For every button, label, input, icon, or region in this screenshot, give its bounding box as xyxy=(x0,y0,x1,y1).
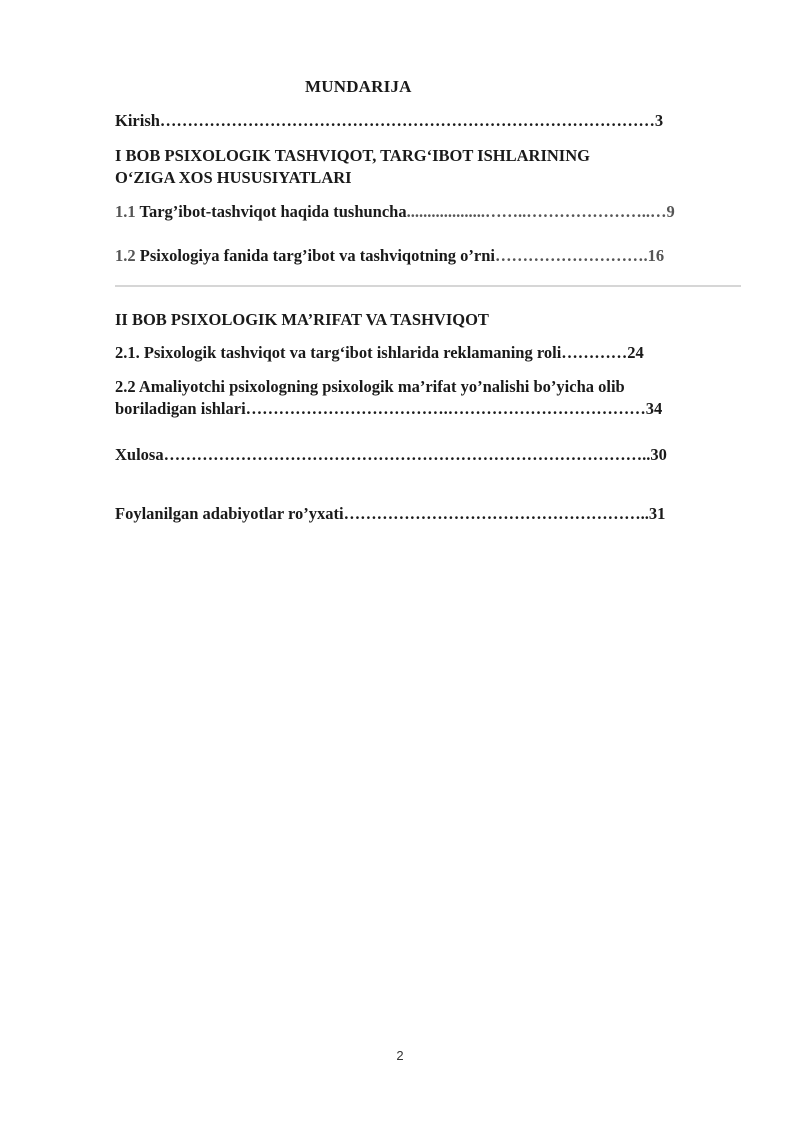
toc-entry-2-1: 2.1. Psixologik tashviqot va targ‘ibot ishlarida reklamaning roli…………24 xyxy=(115,343,644,362)
toc-entry-xulosa: Xulosa……………………………………………………………………………..30 xyxy=(115,445,667,464)
toc-entry-1-2-leader: ……………………….16 xyxy=(495,246,665,265)
page-number: 2 xyxy=(396,1048,404,1063)
toc-chapter-1-line-1: I BOB PSIXOLOGIK TASHVIQOT, TARG‘IBOT ISHLARINING xyxy=(115,146,590,165)
toc-entry-1-2-number: 1.2 xyxy=(115,246,136,265)
toc-entry-2-2-line-1: 2.2 Amaliyotchi psixologning psixologik ma’rifat yo’nalishi bo’yicha olib xyxy=(115,377,625,396)
toc-entry-1-2 xyxy=(115,245,664,266)
toc-entry-1-1-text: Targ’ibot-tashviqot haqida tushuncha xyxy=(135,202,407,221)
toc-chapter-1-line-2: O‘ZIGA XOS HUSUSIYATLARI xyxy=(115,168,352,187)
toc-title: MUNDARIJA xyxy=(305,77,412,96)
toc-entry-1-1-number: 1.1 xyxy=(115,202,136,221)
toc-chapter-2: II BOB PSIXOLOGIK MA’RIFAT VA TASHVIQOT xyxy=(115,310,489,329)
toc-entry-adabiyotlar: Foylanilgan adabiyotlar ro’yxati………………………………………………..31 xyxy=(115,504,666,523)
toc-entry-2-2-line-2: boriladigan ishlari……………………………….………………………………34 xyxy=(115,399,663,418)
toc-entry-1-2-text: Psixologiya fanida targ’ibot va tashviqotning o’rni xyxy=(135,246,495,265)
toc-entry-1-1 xyxy=(115,201,675,222)
toc-entry-kirish: Kirish………………………………………………………………………………3 xyxy=(115,111,664,130)
section-divider xyxy=(115,285,741,287)
toc-entry-1-1-leader: ...................……..…………………..…9 xyxy=(406,202,675,221)
